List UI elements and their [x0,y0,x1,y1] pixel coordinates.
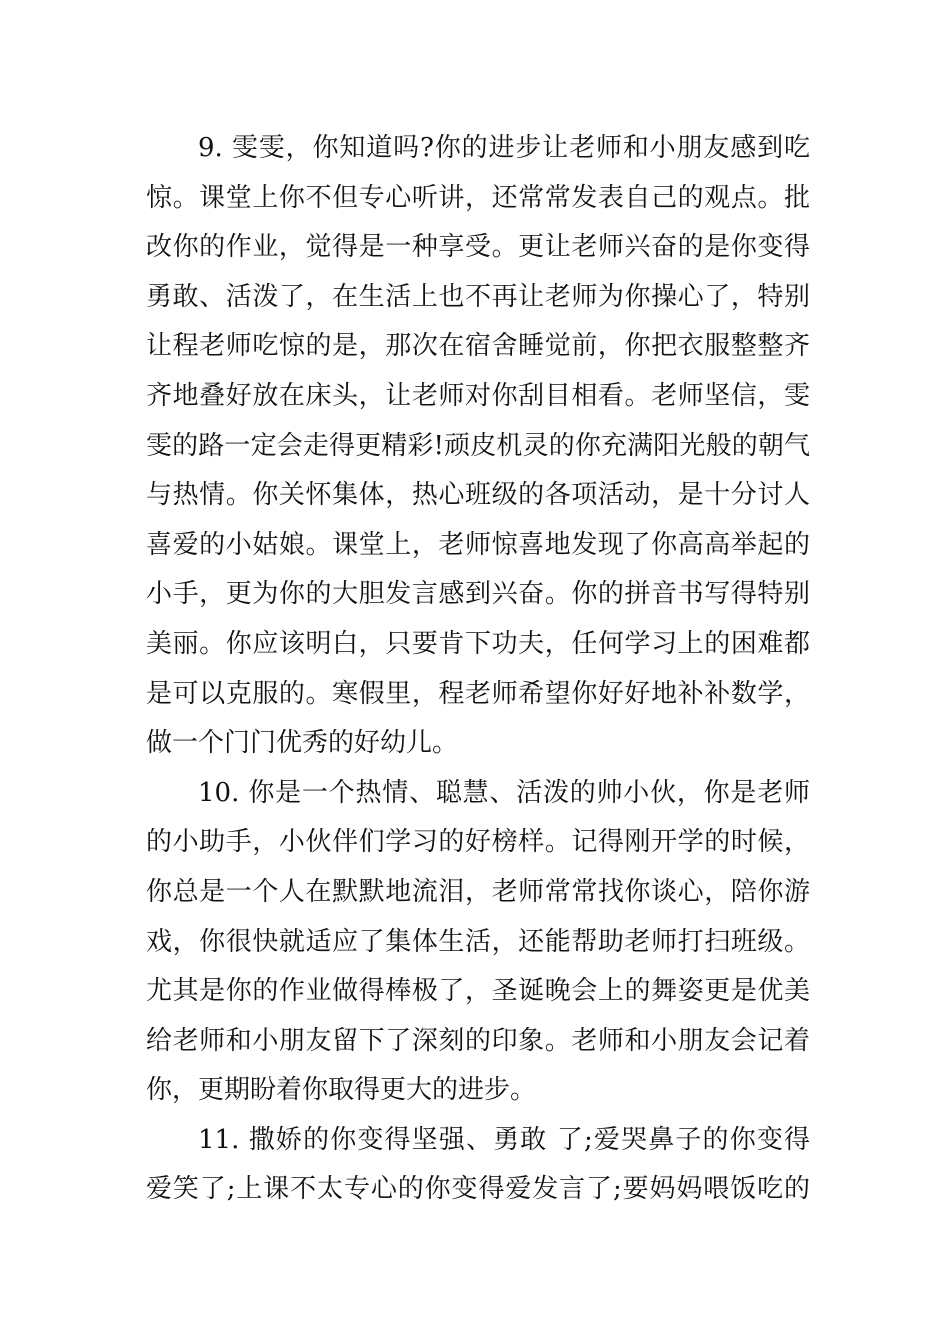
text-line: 勇敢、活泼了，在生活上也不再让老师为你操心了，特别 [146,281,810,312]
paragraph-11 [146,1116,810,1215]
text-line: 9. 雯雯，你知道吗?你的进步让老师和小朋友感到吃 [198,133,810,163]
text-line: 给老师和小朋友留下了深刻的印象。老师和小朋友会记着 [146,1025,810,1056]
text-line: 你总是一个人在默默地流泪，老师常常找你谈心，陪你游 [146,876,810,907]
text-line: 的小助手，小伙伴们学习的好榜样。记得刚开学的时候， [146,827,810,858]
text-line: 你，更期盼着你取得更大的进步。 [146,1075,537,1106]
text-line: 11. 撒娇的你变得坚强、勇敢 了;爱哭鼻子的你变得 [198,1124,810,1155]
text-line: 10. 你是一个热情、聪慧、活泼的帅小伙，你是老师 [198,777,810,808]
paragraph-9 [146,124,810,769]
text-line: 雯的路一定会走得更精彩!顽皮机灵的你充满阳光般的朝气 [146,430,810,461]
text-line: 让程老师吃惊的是，那次在宿舍睡觉前，你把衣服整整齐 [146,331,810,362]
text-line: 爱笑了;上课不太专心的你变得爱发言了;要妈妈喂饭吃的 [146,1174,810,1205]
text-line: 小手，更为你的大胆发言感到兴奋。你的拼音书写得特别 [146,579,810,610]
text-line: 惊。课堂上你不但专心听讲，还常常发表自己的观点。批 [146,182,810,213]
paragraph-10 [146,769,810,1116]
text-line: 做一个门门优秀的好幼儿。 [146,728,459,759]
text-line: 尤其是你的作业做得棒极了，圣诞晚会上的舞姿更是优美 [146,976,810,1007]
text-line: 喜爱的小姑娘。课堂上，老师惊喜地发现了你高高举起的 [146,529,810,560]
text-line: 齐地叠好放在床头，让老师对你刮目相看。老师坚信，雯 [146,380,810,411]
text-line: 戏，你很快就适应了集体生活，还能帮助老师打扫班级。 [146,926,810,957]
text-line: 与热情。你关怀集体，热心班级的各项活动，是十分讨人 [146,480,810,511]
text-line: 是可以克服的。寒假里，程老师希望你好好地补补数学， [146,678,810,709]
text-line: 美丽。你应该明白，只要肯下功夫，任何学习上的困难都 [146,628,810,659]
text-line: 改你的作业，觉得是一种享受。更让老师兴奋的是你变得 [146,232,810,263]
document-body [146,124,810,1215]
